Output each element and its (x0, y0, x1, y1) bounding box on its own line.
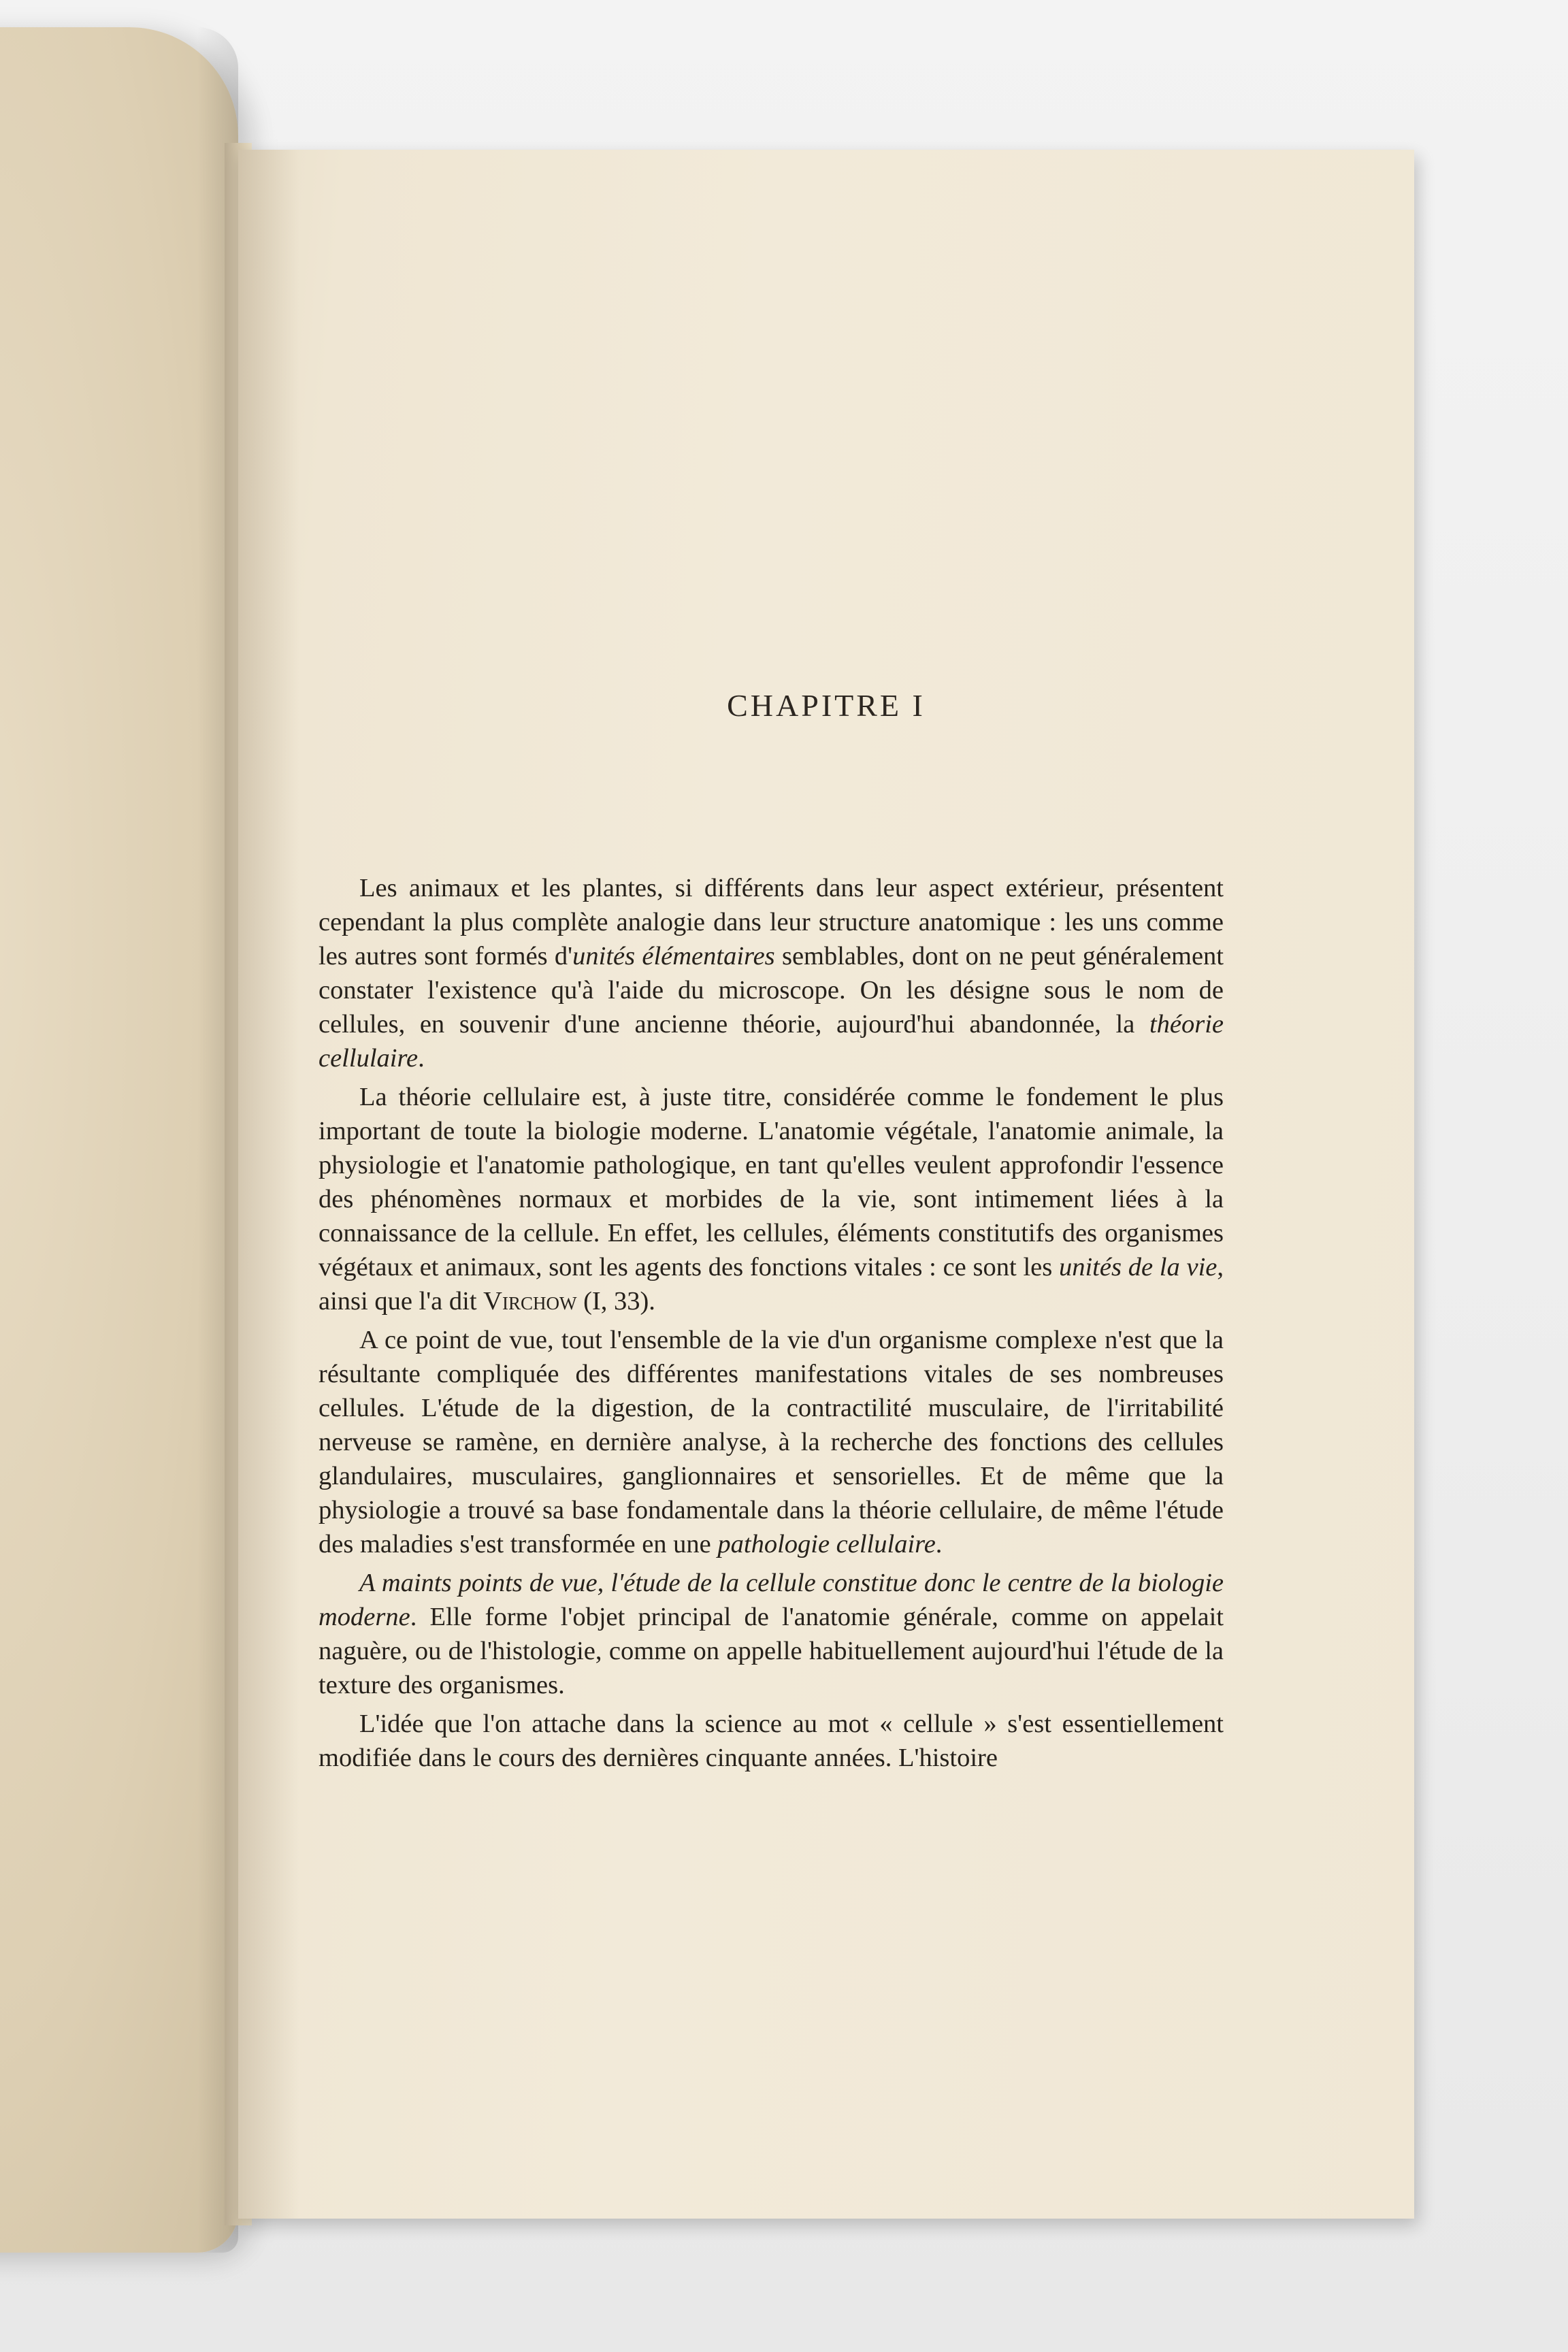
italic-run: A maints points de vue, l'étude de la cellule constitue donc le centre de la biologie moderne (318, 1569, 1224, 1631)
left-page (0, 27, 238, 2253)
paragraph-2 (318, 1080, 1224, 1318)
text-run: . (418, 1044, 425, 1073)
text-run: L'idée que l'on attache dans la science au mot « cellule » s'est essentiellement modifiée dans le cours des dernières cinquante années. L'histoire (318, 1710, 1224, 1772)
text-run: . (935, 1530, 943, 1558)
italic-run: pathologie cellulaire (717, 1530, 936, 1558)
italic-run: unités de la vie (1058, 1253, 1218, 1281)
paragraph-4 (318, 1566, 1224, 1702)
paragraph-3 (318, 1323, 1224, 1561)
italic-run: théorie cellulaire (318, 1010, 1224, 1073)
text-run: A ce point de vue, tout l'ensemble de la vie d'un organisme complexe n'est que la résultante compliquée des différentes manifestations vitales de ses nombreuses cellules. L'étude de la digestion, de la contractilité musculaire, de l'irritabilité nerveuse se ramène, en dernière analyse, à la recherche des fonctions des cellules glandulaires, musculaires, ganglionnaires et sensorielles. Et de même que la physiologie a trouvé sa base fondamentale dans la théorie cellulaire, de même l'étude des maladies s'est transformée en une (318, 1326, 1224, 1558)
paragraph-5 (318, 1707, 1224, 1775)
author-name: Virchow (483, 1287, 577, 1316)
italic-run: unités élémentaires (572, 942, 775, 970)
right-page (238, 150, 1414, 2219)
body-text (318, 871, 1224, 1780)
paragraph-1 (318, 871, 1224, 1075)
text-run: , ainsi que l'a dit (318, 1253, 1224, 1316)
text-run: La théorie cellulaire est, à juste titre, considérée comme le fondement le plus important de toute la biologie moderne. L'anatomie végétale, l'anatomie animale, la physiologie et l'anatomie pathologique, en tant qu'elles veulent approfondir l'essence des phénomènes normaux et morbides de la vie, sont intimement liées à la connaissance de la cellule. En effet, les cellules, éléments constitutifs des organismes végétaux et animaux, sont les agents des fonctions vitales : ce sont les (318, 1083, 1224, 1281)
chapter-title: CHAPITRE I (727, 688, 926, 723)
text-run: semblables, dont on ne peut généralement constater l'existence qu'à l'aide du microscope. On les désigne sous le nom de cellules, en souvenir d'une ancienne théorie, aujourd'hui abandonnée, la (318, 942, 1224, 1039)
text-run: (I, 33). (576, 1287, 655, 1316)
text-run: . Elle forme l'objet principal de l'anatomie générale, comme on appelait naguère, ou de l'histologie, comme on appelle habituellement aujourd'hui l'étude de la texture des organismes. (318, 1603, 1224, 1699)
text-run: Les animaux et les plantes, si différents dans leur aspect extérieur, présentent cependant la plus complète analogie dans leur structure anatomique : les uns comme les autres sont formés d' (318, 874, 1224, 970)
